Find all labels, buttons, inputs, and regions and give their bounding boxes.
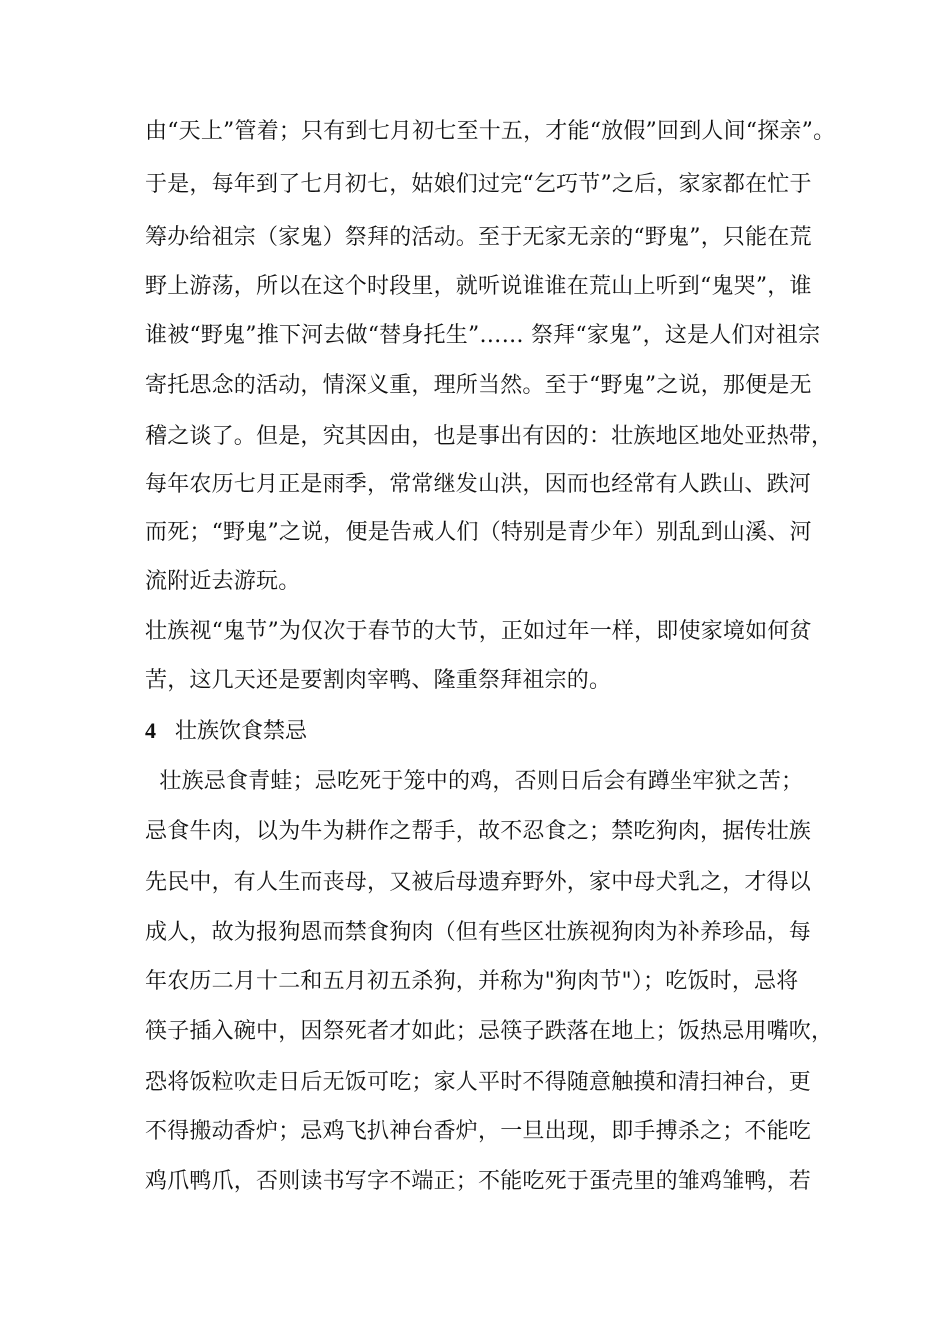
text-line: 筷子插入碗中，因祭死者才如此；忌筷子跌落在地上；饭热忌用嘴吹， — [145, 1019, 834, 1044]
text-line: 筹办给祖宗（家鬼）祭拜的活动。至于无家无亲的“野鬼”，只能在荒 — [145, 225, 812, 250]
text-line: 鸡爪鸭爪，否则读书写字不端正；不能吃死于蛋壳里的雏鸡雏鸭，若 — [145, 1169, 812, 1194]
section-heading — [145, 716, 815, 747]
text-line: 壮族忌食青蛙；忌吃死于笼中的鸡，否则日后会有蹲坐牢狱之苦； — [145, 769, 804, 794]
text-line: 年农历二月十二和五月初五杀狗，并称为"狗肉节"）；吃饭时，忌将 — [145, 969, 799, 994]
text-line: 野上游荡，所以在这个时段里，就听说谁谁在荒山上听到“鬼哭”，谁 — [145, 274, 812, 299]
section-title: 壮族饮食禁忌 — [175, 719, 308, 744]
text-line: 谁被“野鬼”推下河去做“替身托生”…… 祭拜“家鬼”，这是人们对祖宗 — [145, 323, 821, 348]
text-line: 壮族视“鬼节”为仅次于春节的大节，正如过年一样，即使家境如何贫 — [145, 619, 812, 644]
text-line: 忌食牛肉，以为牛为耕作之帮手，故不忍食之；禁吃狗肉，据传壮族 — [145, 819, 812, 844]
text-line: 寄托思念的活动，情深义重，理所当然。至于“野鬼”之说，那便是无 — [145, 373, 812, 398]
text-line: 而死；“野鬼”之说，便是告戒人们（特别是青少年）别乱到山溪、河 — [145, 520, 812, 545]
text-line: 不得搬动香炉；忌鸡飞扒神台香炉，一旦出现，即手搏杀之；不能吃 — [145, 1119, 812, 1144]
text-line: 流附近去游玩。 — [145, 569, 301, 594]
text-line: 由“天上”管着；只有到七月初七至十五，才能“放假”回到人间“探亲”。 — [145, 119, 836, 144]
text-line: 每年农历七月正是雨季，常常继发山洪，因而也经常有人跌山、跌河 — [145, 472, 812, 497]
section-number: 4 — [145, 718, 156, 743]
text-line: 成人，故为报狗恩而禁食狗肉（但有些区壮族视狗肉为补养珍品，每 — [145, 920, 812, 945]
text-line: 苦，这几天还是要割肉宰鸭、隆重祭拜祖宗的。 — [145, 668, 612, 693]
text-line: 恐将饭粒吹走日后无饭可吃；家人平时不得随意触摸和清扫神台，更 — [145, 1070, 812, 1095]
text-line: 于是，每年到了七月初七，姑娘们过完“乞巧节”之后，家家都在忙于 — [145, 172, 812, 197]
text-line: 先民中，有人生而丧母，又被后母遗弃野外，家中母犬乳之，才得以 — [145, 870, 812, 895]
text-line: 稽之谈了。但是，究其因由，也是事出有因的：壮族地区地处亚热带， — [145, 424, 834, 449]
